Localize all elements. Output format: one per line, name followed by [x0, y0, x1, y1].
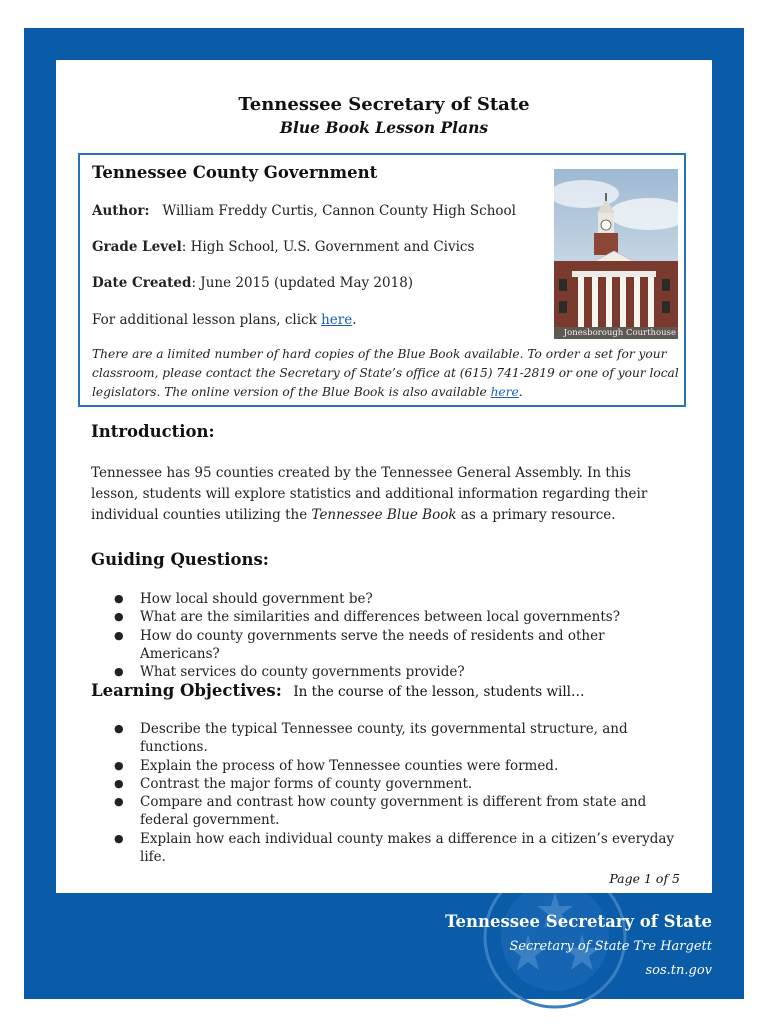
list-item: ● Describe the typical Tennessee county, its governmental structure, and functions.	[114, 720, 684, 757]
list-item: ● What services do county governments provide?	[114, 663, 684, 681]
grade-line	[92, 239, 474, 255]
introduction-book-title: Tennessee Blue Book	[311, 507, 457, 523]
document-title: Tennessee Secretary of State	[238, 94, 530, 115]
introduction-heading: Introduction:	[91, 422, 215, 441]
learning-objectives-list	[114, 720, 684, 866]
author-value: William Freddy Curtis, Cannon County High School	[162, 203, 516, 219]
blue-book-note	[92, 345, 682, 402]
page-number: Page 1 of 5	[609, 871, 680, 886]
author-label: Author:	[92, 203, 150, 219]
additional-plans-link[interactable]: here	[321, 312, 353, 328]
introduction-text: Tennessee has 95 counties created by the Tennessee General Assembly. In this lesson, students will explore statistics and additional information regarding their individual counties utilizing the	[91, 465, 648, 523]
footer-title: Tennessee Secretary of State	[445, 912, 712, 931]
additional-plans-text: For additional lesson plans, click	[92, 312, 322, 328]
guiding-questions-heading: Guiding Questions:	[91, 550, 269, 569]
photo-caption: Jonesborough Courthouse	[563, 328, 676, 338]
list-item: ● Explain the process of how Tennessee counties were formed.	[114, 757, 684, 775]
lesson-title: Tennessee County Government	[92, 163, 378, 182]
grade-label: Grade Level	[92, 239, 182, 255]
introduction-paragraph	[91, 463, 681, 526]
online-blue-book-link[interactable]: here	[490, 385, 519, 399]
list-item: ● How do county governments serve the needs of residents and other Americans?	[114, 627, 684, 664]
additional-plans-suffix: .	[352, 312, 357, 328]
lesson-info-box	[78, 153, 686, 407]
learning-objectives-heading	[91, 681, 585, 700]
date-label: Date Created	[92, 275, 192, 291]
list-item: ● How local should government be?	[114, 590, 684, 608]
list-item: ● Compare and contrast how county government is different from state and federal government.	[114, 793, 684, 830]
author-line	[92, 203, 516, 219]
date-line	[92, 275, 413, 291]
document-subtitle: Blue Book Lesson Plans	[279, 118, 489, 137]
learning-objectives-title: Learning Objectives:	[91, 681, 282, 700]
courthouse-illustration	[554, 169, 678, 339]
note-text: There are a limited number of hard copies of the Blue Book available. To order a set for your classroom, please contact the Secretary of State’s office at (615) 741-2819 or one of your local legislators. The online version of the Blue Book is also available	[92, 347, 679, 399]
grade-value: : High School, U.S. Government and Civics	[181, 239, 475, 255]
list-item: ● Explain how each individual county makes a difference in a citizen’s everyday life.	[114, 830, 684, 867]
courthouse-photo	[554, 169, 678, 339]
introduction-text-end: as a primary resource.	[456, 507, 616, 523]
guiding-questions-list	[114, 590, 684, 681]
list-item: ● What are the similarities and differences between local governments?	[114, 608, 684, 626]
note-suffix: .	[518, 385, 523, 399]
additional-plans-line	[92, 312, 357, 328]
document-page	[56, 60, 712, 893]
list-item: ● Contrast the major forms of county government.	[114, 775, 684, 793]
footer-subtitle: Secretary of State Tre Hargett	[509, 939, 712, 954]
footer-url[interactable]: sos.tn.gov	[645, 963, 712, 978]
learning-objectives-intro: In the course of the lesson, students will…	[293, 684, 585, 700]
date-value: : June 2015 (updated May 2018)	[191, 275, 414, 291]
